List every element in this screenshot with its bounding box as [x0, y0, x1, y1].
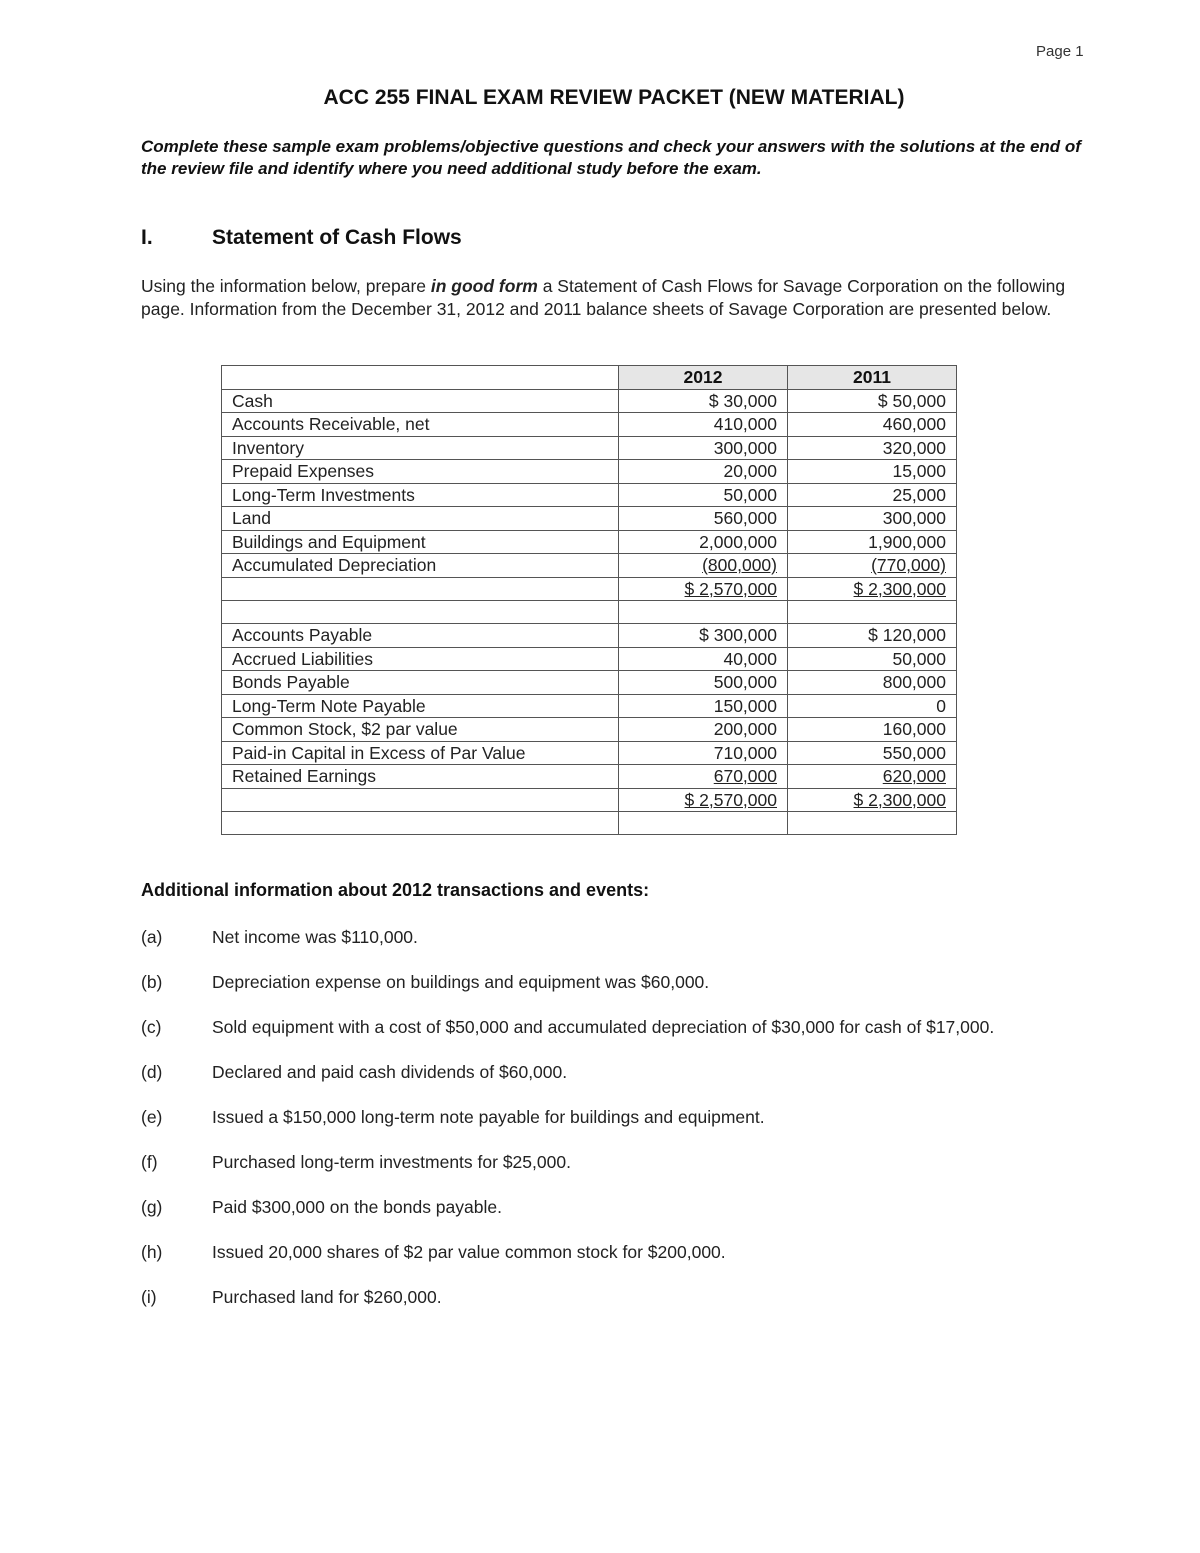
table-row — [222, 647, 957, 671]
section-number: I. — [141, 226, 153, 249]
intro-text-before: Using the information below, prepare — [141, 276, 431, 296]
le-total-label — [222, 788, 619, 812]
table-header-row — [222, 366, 957, 390]
table-row — [222, 741, 957, 765]
item-text: Purchased land for $260,000. — [212, 1287, 442, 1307]
value-2011-text: 550,000 — [882, 742, 946, 763]
value-2012-text: $ 300,000 — [699, 625, 777, 646]
header-blank — [222, 366, 619, 390]
value-2011-text: 160,000 — [882, 719, 946, 740]
table-row — [222, 554, 957, 578]
document-title: ACC 255 FINAL EXAM REVIEW PACKET (NEW MATERIAL) — [323, 86, 905, 109]
spacer-row — [222, 812, 957, 835]
le-total-row — [222, 788, 957, 812]
value-2012-text: 410,000 — [713, 414, 777, 435]
header-2012: 2012 — [619, 366, 788, 390]
value-2012 — [619, 718, 788, 742]
value-2012-text: 2,000,000 — [699, 531, 777, 552]
value-2012-text: 40,000 — [723, 648, 777, 669]
additional-info-heading: Additional information about 2012 transactions and events: — [141, 880, 650, 900]
spacer-cell — [222, 601, 619, 624]
value-2011 — [788, 694, 957, 718]
spacer-cell — [788, 601, 957, 624]
row-label: Long-Term Investments — [222, 483, 619, 507]
list-item — [141, 926, 1101, 948]
item-letter: (g) — [141, 1197, 163, 1217]
value-2012 — [619, 413, 788, 437]
assets-total-label — [222, 577, 619, 601]
value-2011 — [788, 436, 957, 460]
value-2011 — [788, 530, 957, 554]
row-label: Long-Term Note Payable — [222, 694, 619, 718]
value-2011 — [788, 647, 957, 671]
value-2012-text: 710,000 — [713, 742, 777, 763]
item-text: Net income was $110,000. — [212, 927, 418, 947]
value-2012 — [619, 507, 788, 531]
le-total-2012-value: $ 2,570,000 — [684, 789, 777, 810]
value-2011-text: 1,900,000 — [868, 531, 946, 552]
le-total-2012 — [619, 788, 788, 812]
item-letter: (h) — [141, 1242, 163, 1262]
assets-total-2012 — [619, 577, 788, 601]
le-total-2011 — [788, 788, 957, 812]
value-2012-text: 300,000 — [713, 437, 777, 458]
value-2012 — [619, 530, 788, 554]
table-row — [222, 694, 957, 718]
list-item — [141, 1016, 1101, 1038]
assets-total-2011 — [788, 577, 957, 601]
value-2011 — [788, 507, 957, 531]
list-item — [141, 1286, 1101, 1308]
section-intro — [141, 275, 1081, 320]
value-2012-text: $ 30,000 — [708, 390, 777, 411]
value-2012 — [619, 647, 788, 671]
table-row — [222, 765, 957, 789]
item-letter: (f) — [141, 1152, 158, 1172]
row-label: Retained Earnings — [222, 765, 619, 789]
value-2012 — [619, 554, 788, 578]
row-label: Common Stock, $2 par value — [222, 718, 619, 742]
value-2011-text: $ 50,000 — [877, 390, 946, 411]
table-row — [222, 389, 957, 413]
value-2011-text: $ 120,000 — [868, 625, 946, 646]
row-label: Paid-in Capital in Excess of Par Value — [222, 741, 619, 765]
item-text: Declared and paid cash dividends of $60,000. — [212, 1062, 568, 1082]
row-label: Prepaid Expenses — [222, 460, 619, 484]
list-item — [141, 1241, 1101, 1263]
value-2011 — [788, 765, 957, 789]
item-text: Sold equipment with a cost of $50,000 and accumulated depreciation of $30,000 for cash of $17,000. — [212, 1017, 995, 1037]
assets-total-2011-value: $ 2,300,000 — [853, 578, 946, 599]
value-2011 — [788, 389, 957, 413]
value-2011-text: 620,000 — [882, 766, 946, 787]
value-2012-text: 670,000 — [713, 766, 777, 787]
value-2012-text: 20,000 — [723, 461, 777, 482]
row-label: Accumulated Depreciation — [222, 554, 619, 578]
value-2012 — [619, 624, 788, 648]
assets-total-2012-value: $ 2,570,000 — [684, 578, 777, 599]
value-2011-text: 0 — [936, 695, 946, 716]
value-2011 — [788, 624, 957, 648]
item-letter: (c) — [141, 1017, 162, 1037]
item-text: Issued a $150,000 long-term note payable for buildings and equipment. — [212, 1107, 765, 1127]
list-item — [141, 1151, 1101, 1173]
item-text: Issued 20,000 shares of $2 par value common stock for $200,000. — [212, 1242, 726, 1262]
item-letter: (i) — [141, 1287, 157, 1307]
value-2012-text: 50,000 — [723, 484, 777, 505]
list-item — [141, 971, 1101, 993]
le-total-2011-value: $ 2,300,000 — [853, 789, 946, 810]
value-2012 — [619, 741, 788, 765]
value-2012-text: (800,000) — [702, 555, 777, 576]
value-2011 — [788, 460, 957, 484]
table-row — [222, 413, 957, 437]
spacer-cell — [222, 812, 619, 835]
list-item — [141, 1106, 1101, 1128]
liabilities-equity-section — [222, 624, 957, 789]
balance-sheet-table — [221, 365, 957, 835]
item-text: Purchased long-term investments for $25,000. — [212, 1152, 571, 1172]
table-row — [222, 436, 957, 460]
spacer-cell — [619, 601, 788, 624]
table-row — [222, 483, 957, 507]
value-2011-text: (770,000) — [871, 555, 946, 576]
value-2012-text: 500,000 — [713, 672, 777, 693]
value-2012 — [619, 483, 788, 507]
row-label: Land — [222, 507, 619, 531]
item-letter: (e) — [141, 1107, 163, 1127]
value-2012 — [619, 389, 788, 413]
value-2011 — [788, 483, 957, 507]
value-2012 — [619, 460, 788, 484]
item-text: Depreciation expense on buildings and equipment was $60,000. — [212, 972, 710, 992]
value-2012 — [619, 671, 788, 695]
value-2012 — [619, 694, 788, 718]
value-2012 — [619, 765, 788, 789]
list-item — [141, 1196, 1101, 1218]
value-2011-text: 15,000 — [892, 461, 946, 482]
value-2011-text: 800,000 — [882, 672, 946, 693]
value-2011 — [788, 554, 957, 578]
row-label: Inventory — [222, 436, 619, 460]
value-2011 — [788, 718, 957, 742]
row-label: Cash — [222, 389, 619, 413]
value-2011 — [788, 671, 957, 695]
item-text: Paid $300,000 on the bonds payable. — [212, 1197, 502, 1217]
table-row — [222, 718, 957, 742]
le-total-section — [222, 788, 957, 835]
value-2012-text: 200,000 — [713, 719, 777, 740]
section-title: Statement of Cash Flows — [212, 226, 462, 249]
intro-emphasis: in good form — [430, 276, 538, 296]
assets-section — [222, 389, 957, 577]
row-label: Accrued Liabilities — [222, 647, 619, 671]
item-letter: (b) — [141, 972, 163, 992]
assets-total-row — [222, 577, 957, 601]
value-2011 — [788, 413, 957, 437]
assets-total-section — [222, 577, 957, 624]
value-2011-text: 320,000 — [882, 437, 946, 458]
item-letter: (a) — [141, 927, 163, 947]
value-2011-text: 460,000 — [882, 414, 946, 435]
value-2011-text: 50,000 — [892, 648, 946, 669]
spacer-cell — [788, 812, 957, 835]
value-2012-text: 150,000 — [713, 695, 777, 716]
row-label: Accounts Payable — [222, 624, 619, 648]
value-2011-text: 25,000 — [892, 484, 946, 505]
table-row — [222, 507, 957, 531]
table-row — [222, 530, 957, 554]
row-label: Accounts Receivable, net — [222, 413, 619, 437]
value-2011-text: 300,000 — [882, 508, 946, 529]
value-2012-text: 560,000 — [713, 508, 777, 529]
value-2012 — [619, 436, 788, 460]
intro-text-after: a Statement of Cash Flows for Savage Corporation on the following page. Information from the December 31, 2012 and 2011 balance sheets of Savage Corporation are presented below. — [141, 276, 1066, 319]
instructions: Complete these sample exam problems/objective questions and check your answers with the solutions at the end of the review file and identify where you need additional study before the exam. — [141, 137, 1081, 178]
list-item — [141, 1061, 1101, 1083]
spacer-row — [222, 601, 957, 624]
additional-info-list — [141, 926, 1101, 1331]
page-number: Page 1 — [1036, 43, 1084, 60]
spacer-cell — [619, 812, 788, 835]
row-label: Bonds Payable — [222, 671, 619, 695]
item-letter: (d) — [141, 1062, 163, 1082]
table-row — [222, 460, 957, 484]
row-label: Buildings and Equipment — [222, 530, 619, 554]
header-2011: 2011 — [788, 366, 957, 390]
section-heading — [141, 226, 462, 250]
value-2011 — [788, 741, 957, 765]
table-row — [222, 671, 957, 695]
table-row — [222, 624, 957, 648]
